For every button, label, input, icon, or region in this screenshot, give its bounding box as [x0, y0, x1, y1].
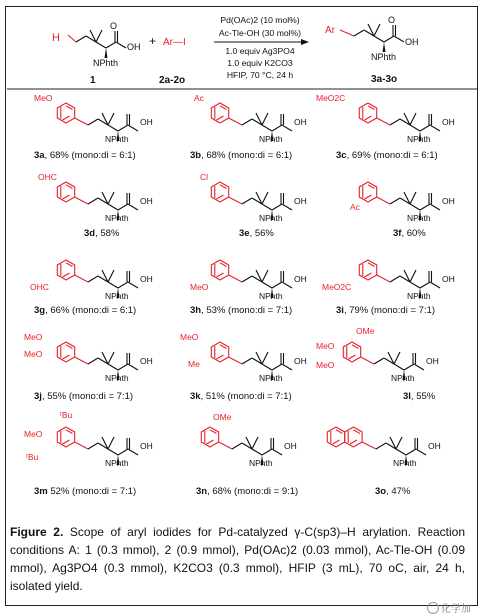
label-3e: 3e, 56%: [239, 228, 274, 239]
label-3j: 3j, 55% (mono:di = 7:1): [34, 391, 134, 402]
product-carbonyl-o: O: [388, 15, 396, 25]
structure-3b: [211, 103, 292, 141]
sub-3j-b: MeO: [24, 349, 43, 359]
sub-3m-a: ᵗBu: [60, 410, 73, 420]
sub-3h: MeO: [190, 282, 209, 292]
reactant-h-atom: H: [52, 32, 60, 44]
sub-3a: MeO: [34, 93, 53, 103]
sub-3m-c: ᵗBu: [26, 452, 39, 462]
sub-3d: OHC: [38, 172, 57, 182]
structure-3h: [211, 260, 292, 298]
sub-3e: Cl: [200, 172, 209, 182]
label-3c: 3c, 69% (mono:di = 6:1): [336, 150, 438, 161]
sub-3m-b: MeO: [24, 429, 43, 439]
caption-title: Figure 2.: [10, 525, 64, 539]
structure-3o: [327, 427, 426, 465]
product-nphth: NPhth: [371, 52, 397, 62]
label-3f: 3f, 60%: [393, 228, 426, 239]
structure-3k: [211, 342, 292, 380]
sub-3l-a: OMe: [356, 326, 375, 336]
structure-3g: [57, 260, 138, 298]
condition-4: 1.0 equiv K2CO3: [227, 58, 293, 68]
sub-3l-c: MeO: [316, 360, 335, 370]
label-3k: 3k, 51% (mono:di = 7:1): [190, 391, 292, 402]
reactant-nphth: NPhth: [93, 58, 119, 68]
sub-3f: Ac: [350, 202, 360, 212]
sub-3l-b: MeO: [316, 341, 335, 351]
figure-caption: [10, 523, 465, 595]
product-acid: OH: [405, 37, 419, 47]
label-3b: 3b, 68% (mono:di = 6:1): [190, 150, 293, 161]
group-labels: OH NPhth OH NPhth OH NPhth OH NPhth OH NPhth OH NPhth OH NPhth OH NPhth OH NPhth OH NPhth OH NPhth OH NPhth OH NPhth OH NPhth OH NPhth: [105, 117, 455, 468]
structure-3a: [57, 103, 138, 141]
sub-3b: Ac: [194, 93, 204, 103]
structure-3d: [57, 182, 138, 220]
structure-3e: [211, 182, 292, 220]
condition-3: 1.0 equiv Ag3PO4: [225, 46, 295, 56]
reactant-label: 1: [90, 75, 96, 86]
sub-3g: OHC: [30, 282, 49, 292]
structure-3f: [359, 182, 440, 220]
reagent-label: 2a-2o: [159, 75, 186, 86]
reactant-acid: OH: [127, 42, 141, 52]
product-scheme: [340, 24, 404, 52]
reactant-1: [68, 30, 126, 58]
label-3l: 3l, 55%: [403, 391, 436, 402]
structure-3n: [201, 427, 282, 465]
label-3n: 3n, 68% (mono:di = 9:1): [196, 486, 299, 497]
condition-2: Ac-Tle-OH (30 mol%): [218, 28, 302, 38]
sub-3c: MeO2C: [316, 93, 346, 103]
structure-3m: [57, 427, 138, 465]
reactant-carbonyl-o: O: [110, 21, 118, 31]
product-ar: Ar: [325, 25, 335, 36]
reaction-arrow-head: [301, 39, 309, 45]
product-label: 3a-3o: [371, 74, 398, 85]
plus-sign: +: [149, 34, 157, 48]
label-3m: 3m 52% (mono:di = 7:1): [34, 486, 137, 497]
sub-3k-b: Me: [188, 359, 200, 369]
sub-3j-a: MeO: [24, 332, 43, 342]
sub-3k-a: MeO: [180, 332, 199, 342]
watermark-text: 化学加: [441, 604, 471, 615]
structure-3c: [359, 103, 440, 141]
condition-5: HFIP, 70 °C, 24 h: [226, 70, 294, 80]
label-3d: 3d, 58%: [84, 228, 120, 239]
label-3i: 3i, 79% (mono:di = 7:1): [336, 305, 436, 316]
watermark-logo-icon: [427, 602, 439, 614]
label-3h: 3h, 53% (mono:di = 7:1): [190, 305, 293, 316]
label-3o: 3o, 47%: [375, 486, 411, 497]
sub-3n: OMe: [213, 412, 232, 422]
label-3g: 3g, 66% (mono:di = 6:1): [34, 305, 137, 316]
condition-1: Pd(OAc)2 (10 mol%): [220, 15, 300, 25]
structure-3j: [57, 342, 138, 380]
structure-3i: [359, 260, 440, 298]
aryl-iodide: Ar—I: [163, 37, 186, 48]
label-3a: 3a, 68% (mono:di = 6:1): [34, 150, 136, 161]
structure-3l: [343, 342, 424, 380]
sub-3i: MeO2C: [322, 282, 352, 292]
caption-text: Scope of aryl iodides for Pd-catalyzed γ-C(sp3)–H arylation. Reaction conditions A: 1 (0.3 mmol), 2 (0.9 mmol), Pd(OAc)2 (0.03 mmol), Ac-Tle-OH (0.09 mmol), Ag3PO4 (0.3 mmol), K2CO3 (0.3 mmol), HFIP (3 mL), 70 oC, air, 24 h, isolated yield.: [10, 525, 465, 593]
